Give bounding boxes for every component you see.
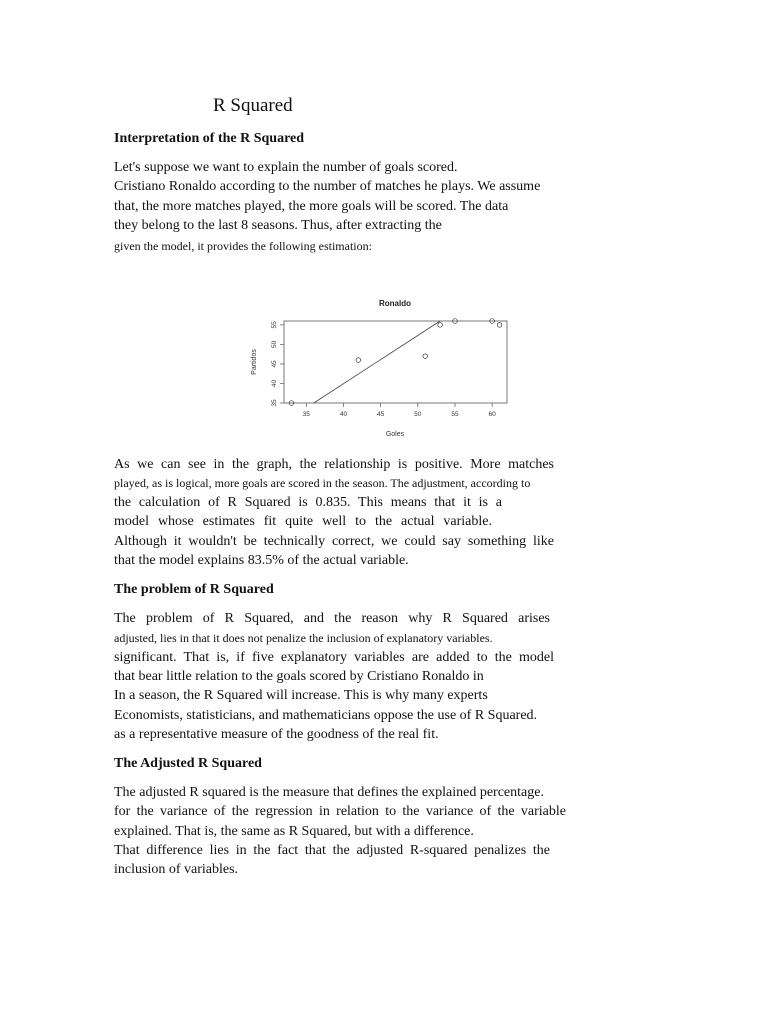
y-tick-label: 40 bbox=[271, 379, 278, 388]
y-tick-label: 45 bbox=[271, 360, 278, 368]
paragraph-line: That difference lies in the fact that the adjusted R-squared penalizes the bbox=[114, 843, 550, 858]
paragraph-line: they belong to the last 8 seasons. Thus, after extracting the bbox=[114, 218, 442, 233]
data-point bbox=[356, 358, 361, 363]
paragraph-line: the calculation of R Squared is 0.835. This means that it is a bbox=[114, 495, 502, 510]
chart-title: Ronaldo bbox=[379, 299, 411, 308]
paragraph-line: Cristiano Ronaldo according to the number of matches he plays. We assume bbox=[114, 179, 541, 194]
x-axis-label: Goles bbox=[385, 431, 405, 438]
y-tick-label: 50 bbox=[271, 340, 278, 349]
y-tick-label: 55 bbox=[271, 321, 278, 329]
paragraph-line: Let's suppose we want to explain the number of goals scored. bbox=[114, 160, 458, 175]
data-point bbox=[438, 323, 443, 328]
paragraph-line: As we can see in the graph, the relationship is positive. More matches bbox=[114, 457, 554, 472]
paragraph-line: model whose estimates fit quite well to the actual variable. bbox=[114, 514, 492, 529]
paragraph-line: Economists, statisticians, and mathematicians oppose the use of R Squared. bbox=[114, 708, 538, 723]
y-tick-label: 35 bbox=[271, 399, 278, 407]
section-heading-interpretation: Interpretation of the R Squared bbox=[114, 131, 305, 146]
paragraph-line: explained. That is, the same as R Squared, but with a difference. bbox=[114, 824, 474, 839]
plot-area bbox=[271, 319, 507, 418]
paragraph-line: inclusion of variables. bbox=[114, 862, 239, 877]
data-point bbox=[497, 323, 502, 328]
paragraph-line: that the model explains 83.5% of the actual variable. bbox=[114, 553, 409, 568]
x-tick-label: 35 bbox=[302, 411, 310, 418]
x-tick-label: 55 bbox=[451, 411, 459, 418]
x-tick-label: 60 bbox=[488, 411, 496, 418]
paragraph-line: that, the more matches played, the more goals will be scored. The data bbox=[114, 199, 509, 214]
scatter-chart bbox=[240, 292, 520, 442]
paragraph-line: adjusted, lies in that it does not penalize the inclusion of explanatory variables. bbox=[114, 631, 493, 645]
paragraph-line: as a representative measure of the goodness of the real fit. bbox=[114, 727, 439, 742]
paragraph-line: given the model, it provides the following estimation: bbox=[114, 239, 372, 253]
paragraph-line: Although it wouldn't be technically correct, we could say something like bbox=[114, 534, 554, 549]
paragraph-line: played, as is logical, more goals are scored in the season. The adjustment, according to bbox=[114, 476, 531, 490]
x-tick-label: 45 bbox=[377, 411, 385, 418]
x-tick-label: 50 bbox=[414, 411, 422, 418]
paragraph-line: that bear little relation to the goals scored by Cristiano Ronaldo in bbox=[114, 669, 484, 684]
regression-line bbox=[314, 321, 440, 403]
scatter-chart-svg bbox=[240, 292, 520, 442]
paragraph-line: The problem of R Squared, and the reason why R Squared arises bbox=[114, 611, 550, 626]
section-heading-problem: The problem of R Squared bbox=[114, 582, 274, 597]
data-point bbox=[423, 354, 428, 359]
paragraph-line: The adjusted R squared is the measure that defines the explained percentage. bbox=[114, 785, 544, 800]
paragraph-line: In a season, the R Squared will increase. This is why many experts bbox=[114, 688, 488, 703]
document-title: R Squared bbox=[213, 95, 293, 116]
paragraph-line: significant. That is, if five explanatory variables are added to the model bbox=[114, 650, 554, 665]
section-heading-adjusted: The Adjusted R Squared bbox=[114, 756, 262, 771]
y-axis-label: Partidos bbox=[251, 349, 258, 375]
x-tick-label: 40 bbox=[339, 411, 348, 418]
plot-frame bbox=[284, 321, 507, 403]
paragraph-line: for the variance of the regression in relation to the variance of the variable bbox=[114, 804, 566, 819]
